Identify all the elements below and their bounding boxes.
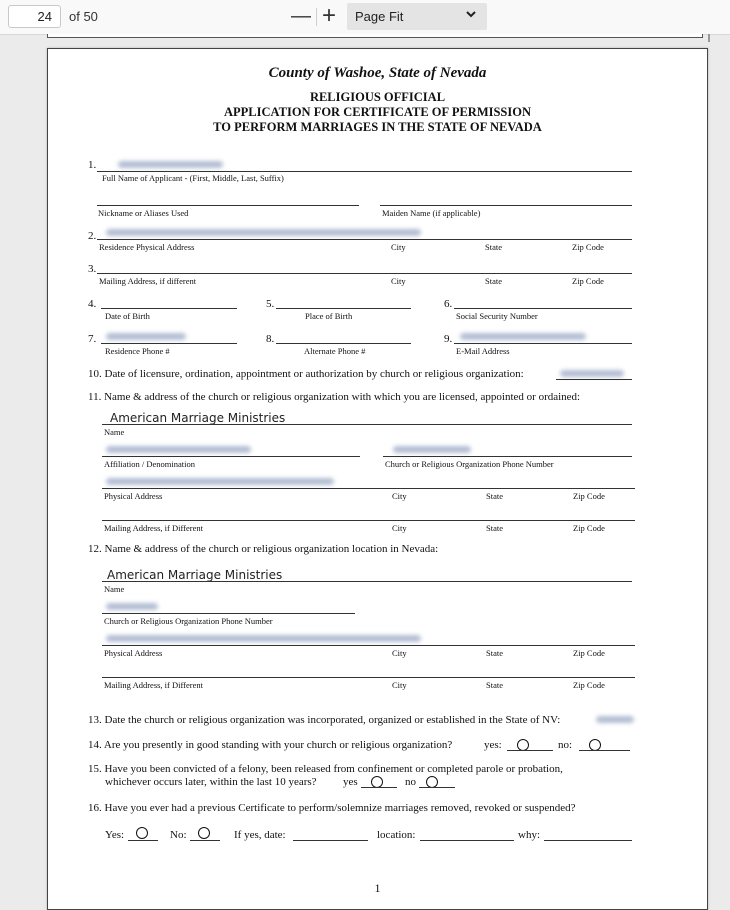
q16-no-radio[interactable] (198, 827, 210, 839)
affiliation-field[interactable] (102, 456, 360, 457)
zoom-select[interactable] (347, 3, 487, 30)
church-phone-label: Church or Religious Organization Phone Number (385, 459, 554, 469)
state-label: State (486, 523, 503, 533)
page-footer-number: 1 (374, 881, 381, 895)
church-phone-field[interactable] (383, 456, 632, 457)
licensure-date-field[interactable] (556, 379, 632, 380)
field-3-label: Mailing Address, if different (99, 276, 197, 286)
city-label: City (391, 276, 406, 286)
field-7-number: 7. (88, 333, 97, 345)
field-3-number: 3. (88, 263, 97, 275)
redacted-value (106, 446, 251, 453)
city-label: City (392, 648, 407, 658)
q15-yes-label: yes (343, 776, 358, 788)
q15-no-line (419, 787, 455, 788)
question-13: 13. Date the church or religious organization was incorporated, organized or established in the State of NV: (88, 714, 561, 726)
field-5-label: Place of Birth (305, 311, 353, 321)
state-label: State (486, 680, 503, 690)
redacted-value (106, 333, 186, 340)
field-4-label: Date of Birth (105, 311, 150, 321)
city-label: City (392, 523, 407, 533)
redacted-value (106, 229, 421, 236)
state-label: State (486, 648, 503, 658)
field-4-number: 4. (88, 298, 97, 310)
q16-why-field[interactable] (544, 840, 632, 841)
alternate-phone-field[interactable] (276, 343, 411, 344)
state-label: State (485, 242, 502, 252)
applicant-name-field[interactable] (97, 171, 632, 172)
place-of-birth-field[interactable] (276, 308, 411, 309)
question-15-line-2: whichever occurs later, within the last 10 years? (105, 776, 317, 788)
q12-mailing-address-field[interactable] (102, 677, 635, 678)
q15-no-label: no (405, 776, 416, 788)
field-8-label: Alternate Phone # (304, 346, 366, 356)
physical-address-label: Physical Address (104, 648, 163, 658)
city-label: City (392, 680, 407, 690)
name-label: Name (104, 584, 125, 594)
q11-physical-address-field[interactable] (102, 488, 635, 489)
q12-phone-field[interactable] (102, 613, 355, 614)
zip-label: Zip Code (573, 680, 605, 690)
redacted-value (596, 716, 634, 723)
q11-name-field[interactable] (102, 424, 632, 425)
field-2-label: Residence Physical Address (99, 242, 195, 252)
question-14: 14. Are you presently in good standing with your church or religious organization? (88, 739, 453, 751)
page-total-label: of 50 (69, 9, 98, 24)
zip-label: Zip Code (572, 242, 604, 252)
zoom-out-button[interactable]: — (291, 5, 311, 27)
q16-yes-radio[interactable] (136, 827, 148, 839)
redacted-value (560, 370, 624, 377)
zip-label: Zip Code (573, 523, 605, 533)
redacted-value (106, 478, 334, 485)
nickname-label: Nickname or Aliases Used (98, 208, 189, 218)
q16-location-label: location: (377, 829, 416, 841)
q14-yes-line (507, 750, 553, 751)
previous-page-edge (47, 34, 703, 38)
pdf-toolbar (0, 0, 730, 35)
field-9-number: 9. (444, 333, 453, 345)
city-label: City (392, 491, 407, 501)
zip-label: Zip Code (573, 491, 605, 501)
title-line-3: TO PERFORM MARRIAGES IN THE STATE OF NEVADA (213, 120, 542, 134)
q12-physical-address-field[interactable] (102, 645, 635, 646)
q16-yes-line (128, 840, 158, 841)
field-1-number: 1. (88, 159, 97, 171)
mailing-different-label: Mailing Address, if Different (104, 523, 203, 533)
county-heading: County of Washoe, State of Nevada (268, 65, 487, 81)
state-label: State (486, 491, 503, 501)
zip-label: Zip Code (573, 648, 605, 658)
field-6-number: 6. (444, 298, 453, 310)
q16-no-label: No: (170, 829, 187, 841)
field-1-label: Full Name of Applicant - (First, Middle, Last, Suffix) (102, 173, 284, 183)
q11-name-value: American Marriage Ministries (110, 411, 286, 425)
field-2-number: 2. (88, 230, 97, 242)
nickname-field[interactable] (97, 205, 359, 206)
state-label: State (485, 276, 502, 286)
zip-label: Zip Code (572, 276, 604, 286)
field-7-label: Residence Phone # (105, 346, 170, 356)
title-line-1: RELIGIOUS OFFICIAL (309, 90, 446, 104)
q16-no-line (190, 840, 220, 841)
field-5-number: 5. (266, 298, 275, 310)
city-label: City (391, 242, 406, 252)
q14-yes-label: yes: (484, 739, 502, 751)
question-11: 11. Name & address of the church or religious organization with which you are licensed, appointed or ordained: (88, 391, 581, 403)
q16-why-label: why: (518, 829, 540, 841)
q16-location-field[interactable] (420, 840, 514, 841)
redacted-value (118, 161, 223, 168)
redacted-value (393, 446, 471, 453)
redacted-value (106, 635, 421, 642)
zoom-separator (316, 8, 317, 26)
residence-phone-field[interactable] (101, 343, 237, 344)
redacted-value (460, 333, 586, 340)
residence-address-field[interactable] (97, 239, 632, 240)
scrollbar[interactable] (708, 34, 710, 42)
zoom-in-button[interactable]: + (321, 2, 336, 29)
q14-no-line (579, 750, 630, 751)
maiden-name-field[interactable] (380, 205, 632, 206)
q11-mailing-address-field[interactable] (102, 520, 635, 521)
ssn-field[interactable] (454, 308, 632, 309)
date-of-birth-field[interactable] (101, 308, 237, 309)
q14-no-label: no: (558, 739, 573, 751)
q12-name-value: American Marriage Ministries (107, 568, 283, 582)
q16-date-field[interactable] (293, 840, 368, 841)
maiden-name-label: Maiden Name (if applicable) (382, 208, 481, 218)
document-page (47, 48, 708, 910)
q16-date-label: If yes, date: (234, 829, 286, 841)
mailing-address-field[interactable] (97, 273, 632, 274)
email-field[interactable] (454, 343, 632, 344)
q12-name-field[interactable] (102, 581, 632, 582)
zoom-select-value: Page Fit (355, 9, 404, 24)
affiliation-label: Affiliation / Denomination (104, 459, 195, 469)
field-6-label: Social Security Number (456, 311, 538, 321)
redacted-value (106, 603, 158, 610)
chevron-down-icon (465, 8, 477, 23)
physical-address-label: Physical Address (104, 491, 163, 501)
church-phone-label: Church or Religious Organization Phone Number (104, 616, 273, 626)
question-10: 10. Date of licensure, ordination, appointment or authorization by church or religious organization: (88, 368, 524, 380)
q15-yes-line (361, 787, 397, 788)
question-12: 12. Name & address of the church or religious organization location in Nevada: (88, 543, 439, 555)
field-8-number: 8. (266, 333, 275, 345)
question-16: 16. Have you ever had a previous Certificate to perform/solemnize marriages removed, revoked or suspended? (88, 802, 576, 814)
field-9-label: E-Mail Address (456, 346, 510, 356)
mailing-different-label: Mailing Address, if Different (104, 680, 203, 690)
name-label: Name (104, 427, 125, 437)
question-15-line-1: 15. Have you been convicted of a felony, been released from confinement or completed parole or probation, (88, 763, 563, 775)
page-number-input[interactable] (8, 5, 61, 28)
q16-yes-label: Yes: (105, 829, 125, 841)
title-line-2: APPLICATION FOR CERTIFICATE OF PERMISSION (224, 105, 531, 119)
